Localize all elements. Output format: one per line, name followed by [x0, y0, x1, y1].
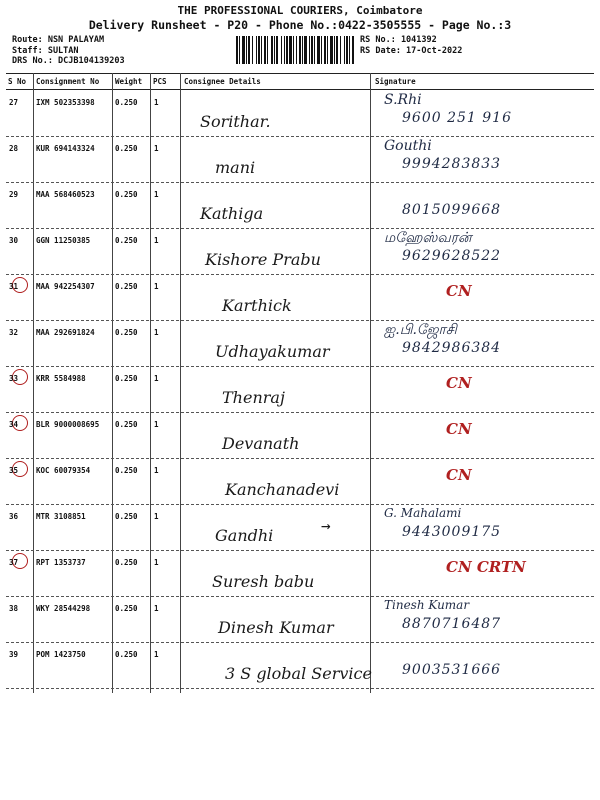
barcode-bar: [304, 36, 307, 64]
consignment-number: MAA 292691824: [36, 328, 95, 337]
consignment-number: KOC 60079354: [36, 466, 91, 475]
table-row: [6, 366, 594, 413]
pieces-count: 1: [154, 558, 159, 567]
recipient-phone: 8870716487: [402, 616, 502, 632]
serial-number: 29: [9, 190, 19, 199]
recipient-phone: 9443009175: [402, 524, 502, 540]
recipient-signature: Gouthi: [384, 138, 432, 154]
pieces-count: 1: [154, 328, 159, 337]
consignment-number: MAA 942254307: [36, 282, 95, 291]
consignee-name: Karthick: [222, 296, 292, 315]
weight-value: 0.250: [115, 604, 138, 613]
recipient-phone: 9629628522: [402, 248, 502, 264]
weight-value: 0.250: [115, 190, 138, 199]
table-row: [6, 412, 594, 459]
route-label: Route: NSN PALAYAM: [12, 35, 105, 45]
barcode-bar: [330, 36, 333, 64]
pieces-count: 1: [154, 512, 159, 521]
consignee-name: Sorithar.: [200, 112, 271, 131]
table-row: [6, 642, 594, 689]
cn-stamp: CN: [446, 466, 472, 484]
barcode-image: [236, 36, 354, 64]
table-row: [6, 274, 594, 321]
serial-number: 31: [9, 282, 19, 291]
consignment-number: BLR 9000008695: [36, 420, 100, 429]
barcode-bar: [239, 36, 240, 64]
barcode-bar: [274, 36, 275, 64]
weight-value: 0.250: [115, 98, 138, 107]
table-row: [6, 90, 594, 137]
recipient-signature: ஐ.பி.ஜோசி: [384, 322, 457, 338]
table-row: [6, 320, 594, 367]
consignee-name: Dinesh Kumar: [218, 618, 334, 637]
serial-number: 35: [9, 466, 19, 475]
serial-number: 38: [9, 604, 19, 613]
table-row: [6, 596, 594, 643]
serial-number: 32: [9, 328, 19, 337]
weight-value: 0.250: [115, 420, 138, 429]
consignee-name: Kishore Prabu: [205, 250, 321, 269]
consignee-name: mani: [215, 158, 256, 177]
barcode-bar: [344, 36, 345, 64]
barcode-bar: [309, 36, 310, 64]
barcode-bar: [267, 36, 268, 64]
col-header-signature: Signature: [375, 77, 416, 86]
barcode-bar: [252, 36, 253, 64]
consignment-number: MAA 568460523: [36, 190, 95, 199]
pieces-count: 1: [154, 374, 159, 383]
barcode-bar: [271, 36, 273, 64]
rs-date: RS Date: 17-Oct-2022: [360, 45, 463, 56]
consignment-number: KRR 5584988: [36, 374, 86, 383]
barcode-bar: [340, 36, 341, 64]
pieces-count: 1: [154, 236, 159, 245]
runsheet-subtitle: Delivery Runsheet - P20 - Phone No.:0422-3505555 - Page No.:3: [88, 18, 512, 32]
barcode-bar: [264, 36, 266, 64]
consignee-name: Kathiga: [200, 204, 264, 223]
cn-stamp: CN: [446, 420, 472, 438]
consignment-number: MTR 3108851: [36, 512, 86, 521]
serial-number: 27: [9, 98, 19, 107]
pieces-count: 1: [154, 466, 159, 475]
drs-label: DRS No.: DCJB104139203: [12, 56, 125, 66]
recipient-signature: Tinesh Kumar: [384, 598, 470, 612]
weight-value: 0.250: [115, 466, 138, 475]
consignee-name: 3 S global Service: [225, 664, 372, 683]
weight-value: 0.250: [115, 236, 138, 245]
arrow-icon: →: [321, 516, 331, 535]
rs-number: RS No.: 1041392: [360, 35, 437, 45]
col-header-pcs: PCS: [153, 77, 167, 86]
table-row: [6, 182, 594, 229]
pieces-count: 1: [154, 282, 159, 291]
header-rule-top: [6, 73, 594, 74]
serial-number: 34: [9, 420, 19, 429]
consignee-name: Suresh babu: [212, 572, 315, 591]
consignment-number: POM 1423750: [36, 650, 86, 659]
barcode-bar: [242, 36, 245, 64]
recipient-phone: 9842986384: [402, 340, 502, 356]
company-title: THE PROFESSIONAL COURIERS, Coimbatore: [177, 4, 423, 17]
recipient-signature: G. Mahalami: [384, 506, 462, 520]
barcode-bar: [256, 36, 257, 64]
table-row: [6, 228, 594, 275]
pieces-count: 1: [154, 98, 159, 107]
consignee-name: Kanchanadevi: [225, 480, 340, 499]
cn-stamp: CN CRTN: [446, 558, 526, 576]
runsheet-meta-right: [360, 35, 462, 56]
barcode-bar: [352, 36, 354, 64]
barcode-bar: [246, 36, 247, 64]
serial-number: 36: [9, 512, 19, 521]
runsheet-meta-left: [12, 35, 125, 67]
col-header-consignment: Consignment No: [36, 77, 100, 86]
cn-stamp: CN: [446, 374, 472, 392]
staff-label: Staff: SULTAN: [12, 45, 79, 56]
weight-value: 0.250: [115, 374, 138, 383]
cn-stamp: CN: [446, 282, 472, 300]
serial-number: 39: [9, 650, 19, 659]
pieces-count: 1: [154, 604, 159, 613]
barcode-bar: [349, 36, 350, 64]
barcode-bar: [296, 36, 297, 64]
recipient-phone: 9003531666: [402, 662, 502, 678]
consignee-name: Udhayakumar: [215, 342, 330, 361]
col-header-weight: Weight: [115, 77, 143, 86]
consignee-name: Gandhi: [215, 526, 274, 545]
table-row: [6, 458, 594, 505]
barcode-bar: [334, 36, 335, 64]
barcode-bar: [327, 36, 328, 64]
weight-value: 0.250: [115, 512, 138, 521]
barcode-bar: [324, 36, 326, 64]
recipient-phone: 8015099668: [402, 202, 502, 218]
table-row: [6, 550, 594, 597]
barcode-bar: [314, 36, 315, 64]
weight-value: 0.250: [115, 282, 138, 291]
barcode-bar: [336, 36, 338, 64]
col-header-consignee: Consignee Details: [184, 77, 261, 86]
barcode-bar: [286, 36, 288, 64]
barcode-bar: [248, 36, 250, 64]
weight-value: 0.250: [115, 144, 138, 153]
consignment-number: IXM 502353398: [36, 98, 95, 107]
consignment-number: RPT 1353737: [36, 558, 86, 567]
recipient-signature: S.Rhi: [384, 92, 422, 108]
weight-value: 0.250: [115, 650, 138, 659]
serial-number: 28: [9, 144, 19, 153]
recipient-signature: மஹேஸ்வரன்: [384, 230, 472, 246]
barcode-bar: [258, 36, 260, 64]
consignment-number: WKY 28544298: [36, 604, 91, 613]
barcode-bar: [276, 36, 278, 64]
barcode-bar: [281, 36, 282, 64]
weight-value: 0.250: [115, 558, 138, 567]
barcode-bar: [299, 36, 301, 64]
barcode-bar: [346, 36, 348, 64]
consignment-number: GGN 11250385: [36, 236, 91, 245]
pieces-count: 1: [154, 650, 159, 659]
pieces-count: 1: [154, 144, 159, 153]
consignment-number: KUR 694143324: [36, 144, 95, 153]
pieces-count: 1: [154, 190, 159, 199]
barcode-bar: [284, 36, 285, 64]
serial-number: 33: [9, 374, 19, 383]
barcode-bar: [261, 36, 262, 64]
recipient-phone: 9994283833: [402, 156, 502, 172]
pieces-count: 1: [154, 420, 159, 429]
barcode-bar: [311, 36, 313, 64]
serial-number: 30: [9, 236, 19, 245]
barcode-bar: [321, 36, 322, 64]
barcode-bar: [236, 36, 238, 64]
table-row: [6, 136, 594, 183]
barcode-bar: [317, 36, 320, 64]
table-row: [6, 504, 594, 551]
consignee-name: Devanath: [222, 434, 300, 453]
col-header-sno: S No: [8, 77, 27, 86]
weight-value: 0.250: [115, 328, 138, 337]
recipient-phone: 9600 251 916: [402, 110, 512, 126]
consignee-name: Thenraj: [222, 388, 285, 407]
barcode-bar: [293, 36, 294, 64]
barcode-bar: [302, 36, 303, 64]
barcode-bar: [289, 36, 292, 64]
serial-number: 37: [9, 558, 19, 567]
